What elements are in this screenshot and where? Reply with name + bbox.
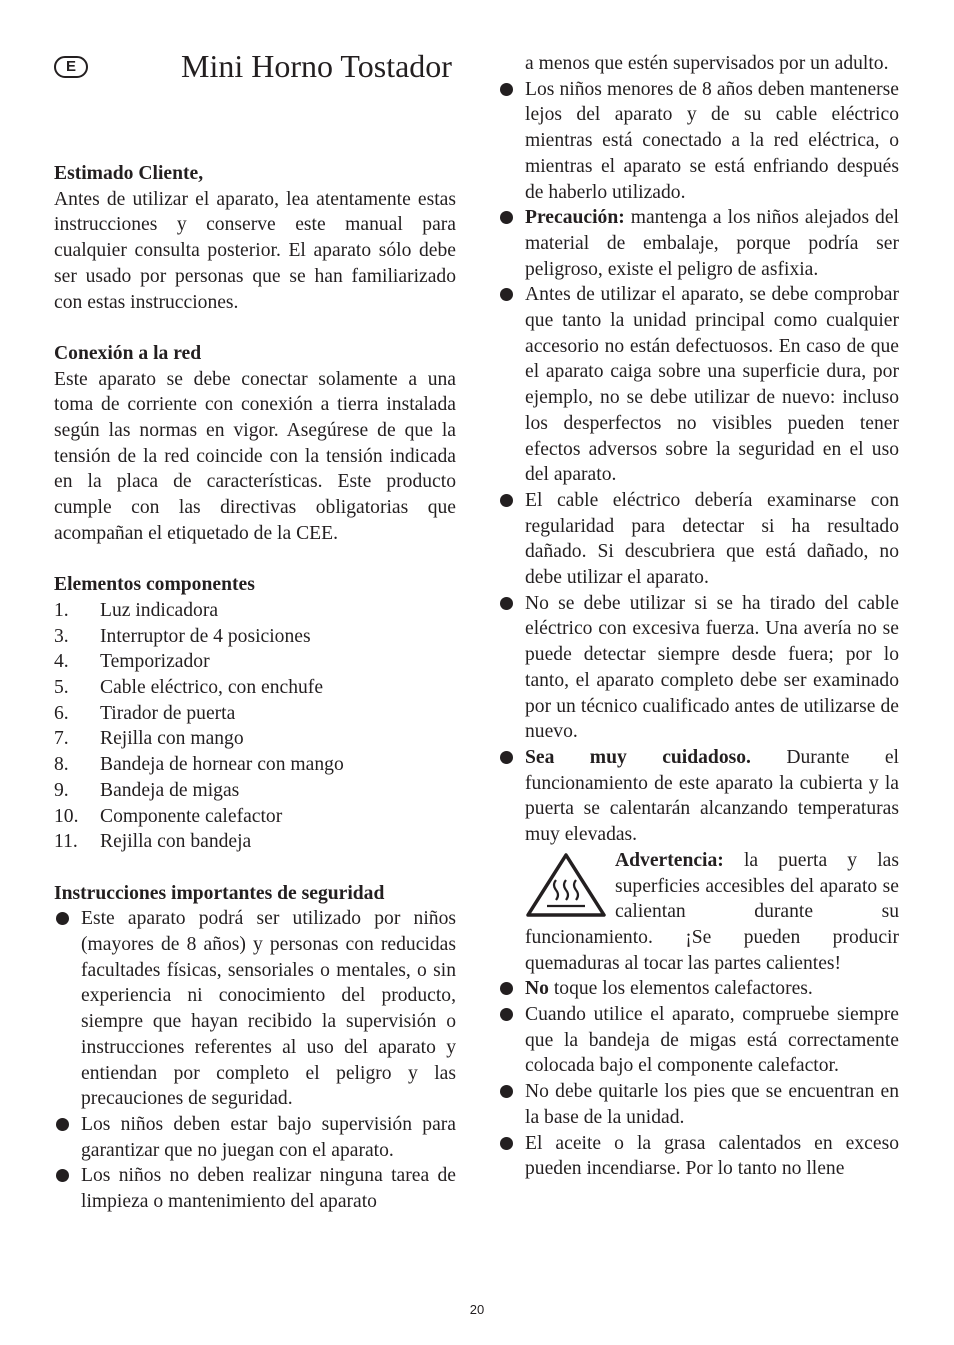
bullet-icon — [500, 982, 513, 995]
safety-item: Antes de utilizar el aparato, se debe comprobar que tanto la unidad principal como cualquier accesorio no están defectuosos. En caso de que el aparato caiga sobre una superficie dura, por ejemplo, no se debe utilizar de nuevo: incluso los desperfectos no visibles pueden tener efectos adversos sobre la seguridad en el uso del aparato. — [498, 282, 899, 488]
bullet-icon — [56, 1169, 69, 1182]
bullet-icon — [500, 1008, 513, 1021]
page-number: 20 — [469, 1302, 485, 1317]
safety-item: Los niños menores de 8 años deben mantenerse lejos del aparato y de su cable eléctrico mientras está conectado a la red eléctrica, o mientras el aparato se está enfriando después de haberlo utilizado. — [498, 77, 899, 206]
safety-item: Precaución: mantenga a los niños alejados del material de embalaje, porque podría ser peligroso, existe el peligro de asfixia. — [498, 205, 899, 282]
bullet-icon — [500, 211, 513, 224]
safety-list-right — [498, 51, 899, 848]
safety-item-continuation: a menos que estén supervisados por un adulto. — [525, 53, 889, 74]
safety-item: Sea muy cuidadoso. Durante el funcionamiento de este aparato la cubierta y la puerta se calentarán alcanzando temperaturas muy elevadas. — [498, 745, 899, 848]
bullet-icon — [500, 751, 513, 764]
safety-item: No se debe utilizar si se ha tirado del cable eléctrico con excesiva fuerza. Una avería no se puede detectar siempre desde fuera; por lo tanto, el aparato completo debe ser examinado por un técnico cualificado antes de utilizarse de nuevo. — [498, 591, 899, 745]
safety-item: Los niños no deben realizar ninguna tarea de limpieza o mantenimiento del aparato — [54, 1163, 456, 1214]
list-item: 11. Rejilla con bandeja — [54, 831, 252, 853]
bullet-icon — [500, 288, 513, 301]
right-column — [498, 51, 899, 1182]
bullet-icon — [500, 494, 513, 507]
list-item: 10. Componente calefactor — [54, 805, 283, 827]
safety-item: Este aparato podrá ser utilizado por niños (mayores de 8 años) y personas con reducidas facultades físicas, sensoriales o mentales, o sin experiencia ni conocimiento del producto, siempre que hayan recibido la supervisión o instrucciones referentes al uso del aparato y entiendan por completo el peligro y las precauciones de seguridad. — [54, 906, 456, 1112]
components-heading: Elementos componentes — [54, 574, 255, 596]
safety-list-left — [54, 906, 456, 1214]
bullet-icon — [500, 83, 513, 96]
safety-item: Los niños deben estar bajo supervisión para garantizar que no juegan con el aparato. — [54, 1112, 456, 1163]
list-item: 1. Luz indicadora — [54, 599, 219, 621]
hot-surface-warning: Advertencia: la puerta y las superficies accesibles del aparato se calientan durante su funcionamiento. ¡Se pueden producir quemaduras al tocar las partes calientes! — [525, 849, 899, 974]
list-item: 4. Temporizador — [54, 651, 210, 673]
safety-item: No debe quitarle los pies que se encuentran en la base de la unidad. — [498, 1079, 899, 1130]
safety-heading: Instrucciones importantes de seguridad — [54, 882, 385, 904]
list-item: 5. Cable eléctrico, con enchufe — [54, 677, 324, 699]
list-item: 7. Rejilla con mango — [54, 728, 244, 750]
hot-surface-warning-icon — [525, 852, 607, 918]
safety-item: El cable eléctrico debería examinarse con regularidad para detectar si ha resultado dañado. Si descubriera que está dañado, no debe utilizar el aparato. — [498, 488, 899, 591]
bullet-icon — [500, 1085, 513, 1098]
safety-list-right-2 — [498, 976, 899, 1182]
language-badge: E — [54, 56, 88, 78]
page-title: Mini Horno Tostador — [181, 48, 452, 84]
left-column — [54, 161, 456, 1215]
intro-heading: Estimado Cliente, — [54, 163, 204, 184]
list-item: 9. Bandeja de migas — [54, 779, 240, 801]
components-list — [54, 598, 456, 855]
connection-heading: Conexión a la red — [54, 342, 202, 364]
safety-item: Cuando utilice el aparato, compruebe siempre que la bandeja de migas está correctamente colocada bajo el componente calefactor. — [498, 1002, 899, 1079]
list-item: 8. Bandeja de hornear con mango — [54, 754, 344, 776]
bullet-icon — [500, 1137, 513, 1150]
list-item: 6. Tirador de puerta — [54, 702, 236, 724]
safety-item: No toque los elementos calefactores. — [498, 976, 899, 1002]
bullet-icon — [56, 1118, 69, 1131]
intro-text: Antes de utilizar el aparato, lea atentamente estas instrucciones y conserve este manual para cualquier consulta posterior. El aparato sólo debe ser usado por personas que se han familiarizado con estas instrucciones. — [54, 188, 456, 313]
safety-item: El aceite o la grasa calentados en exceso pueden incendiarse. Por lo tanto no llene — [498, 1131, 899, 1182]
bullet-icon — [56, 912, 69, 925]
connection-text: Este aparato se debe conectar solamente a una toma de corriente con conexión a tierra instalada según las normas en vigor. Asegúrese de que la tensión de la red coincide con la tensión indicada en la placa de características. Este producto cumple con las directivas obligatorias que acompañan el etiquetado de la CEE. — [54, 368, 456, 544]
bullet-icon — [500, 597, 513, 610]
list-item: 3. Interruptor de 4 posiciones — [54, 625, 311, 647]
